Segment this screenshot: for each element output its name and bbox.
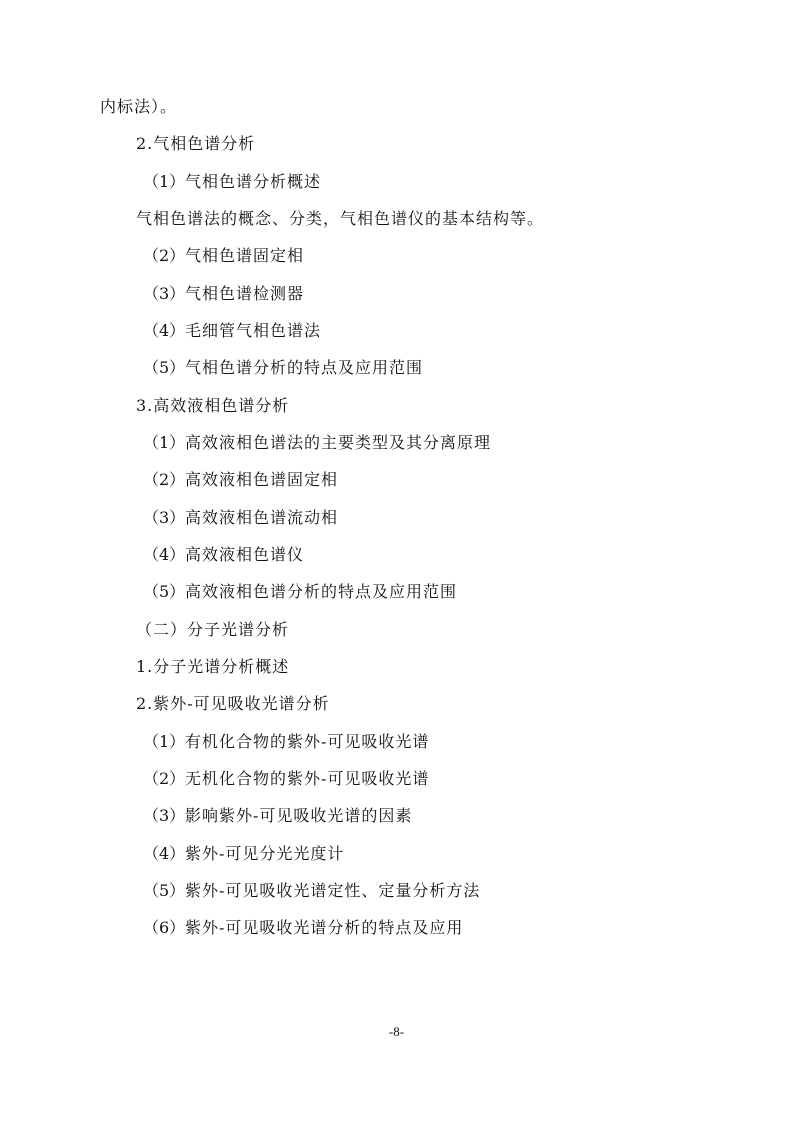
item-number: （2） — [143, 769, 186, 788]
list-item — [143, 284, 304, 304]
item-number: （5） — [143, 358, 186, 377]
list-item — [143, 582, 457, 602]
item-number: （4） — [143, 545, 186, 564]
item-number: （1） — [143, 732, 186, 751]
list-item — [143, 172, 321, 192]
list-item — [143, 545, 304, 565]
section-heading — [136, 694, 330, 714]
item-text: 影响紫外-可见吸收光谱的因素 — [185, 806, 413, 825]
item-text: 紫外-可见吸收光谱定性、定量分析方法 — [185, 881, 481, 900]
list-item — [143, 918, 463, 938]
list-item — [143, 508, 338, 528]
item-number: （6） — [143, 918, 186, 937]
item-text: 高效液相色谱分析的特点及应用范围 — [185, 582, 458, 601]
paragraph-text: 气相色谱法的概念、分类，气相色谱仪的基本结构等。 — [136, 209, 545, 228]
item-text: 气相色谱分析的特点及应用范围 — [185, 358, 424, 377]
item-number: （5） — [143, 881, 186, 900]
list-item — [143, 470, 338, 490]
item-number: （1） — [143, 172, 186, 191]
item-text: 高效液相色谱法的主要类型及其分离原理 — [185, 433, 492, 452]
item-number: （4） — [143, 844, 186, 863]
item-number: （3） — [143, 508, 186, 527]
item-text: 气相色谱分析概述 — [185, 172, 322, 191]
section-heading — [136, 657, 289, 677]
section-heading — [136, 396, 289, 416]
list-item — [143, 321, 321, 341]
item-text: 高效液相色谱仪 — [185, 545, 305, 564]
item-number: （3） — [143, 806, 186, 825]
item-text: 高效液相色谱固定相 — [185, 470, 339, 489]
item-text: 紫外-可见分光光度计 — [185, 844, 345, 863]
list-item — [143, 844, 344, 864]
heading-text: 3.高效液相色谱分析 — [136, 396, 290, 415]
item-text: 无机化合物的紫外-可见吸收光谱 — [185, 769, 430, 788]
item-number: （4） — [143, 321, 186, 340]
list-item — [143, 358, 423, 378]
page-number: -8- — [388, 1024, 405, 1039]
list-item — [143, 246, 304, 266]
item-number: （2） — [143, 246, 186, 265]
heading-text: （二）分子光谱分析 — [136, 620, 290, 639]
item-text: 紫外-可见吸收光谱分析的特点及应用 — [185, 918, 464, 937]
item-text: 有机化合物的紫外-可见吸收光谱 — [185, 732, 430, 751]
item-text: 毛细管气相色谱法 — [185, 321, 322, 340]
list-item — [143, 769, 429, 789]
item-text: 气相色谱固定相 — [185, 246, 305, 265]
item-number: （3） — [143, 284, 186, 303]
list-item — [143, 881, 480, 901]
item-number: （5） — [143, 582, 186, 601]
section-heading — [136, 134, 255, 154]
continuation-line — [100, 97, 177, 117]
item-text: 气相色谱检测器 — [185, 284, 305, 303]
item-text: 高效液相色谱流动相 — [185, 508, 339, 527]
list-item — [143, 732, 429, 752]
list-item — [143, 433, 491, 453]
list-item — [143, 806, 412, 826]
heading-text: 2.气相色谱分析 — [136, 134, 256, 153]
item-number: （1） — [143, 433, 186, 452]
heading-text: 1.分子光谱分析概述 — [136, 657, 290, 676]
section-heading — [136, 620, 289, 640]
item-number: （2） — [143, 470, 186, 489]
paragraph — [136, 209, 544, 229]
heading-text: 2.紫外-可见吸收光谱分析 — [136, 694, 330, 713]
line-text: 内标法）。 — [100, 97, 178, 116]
